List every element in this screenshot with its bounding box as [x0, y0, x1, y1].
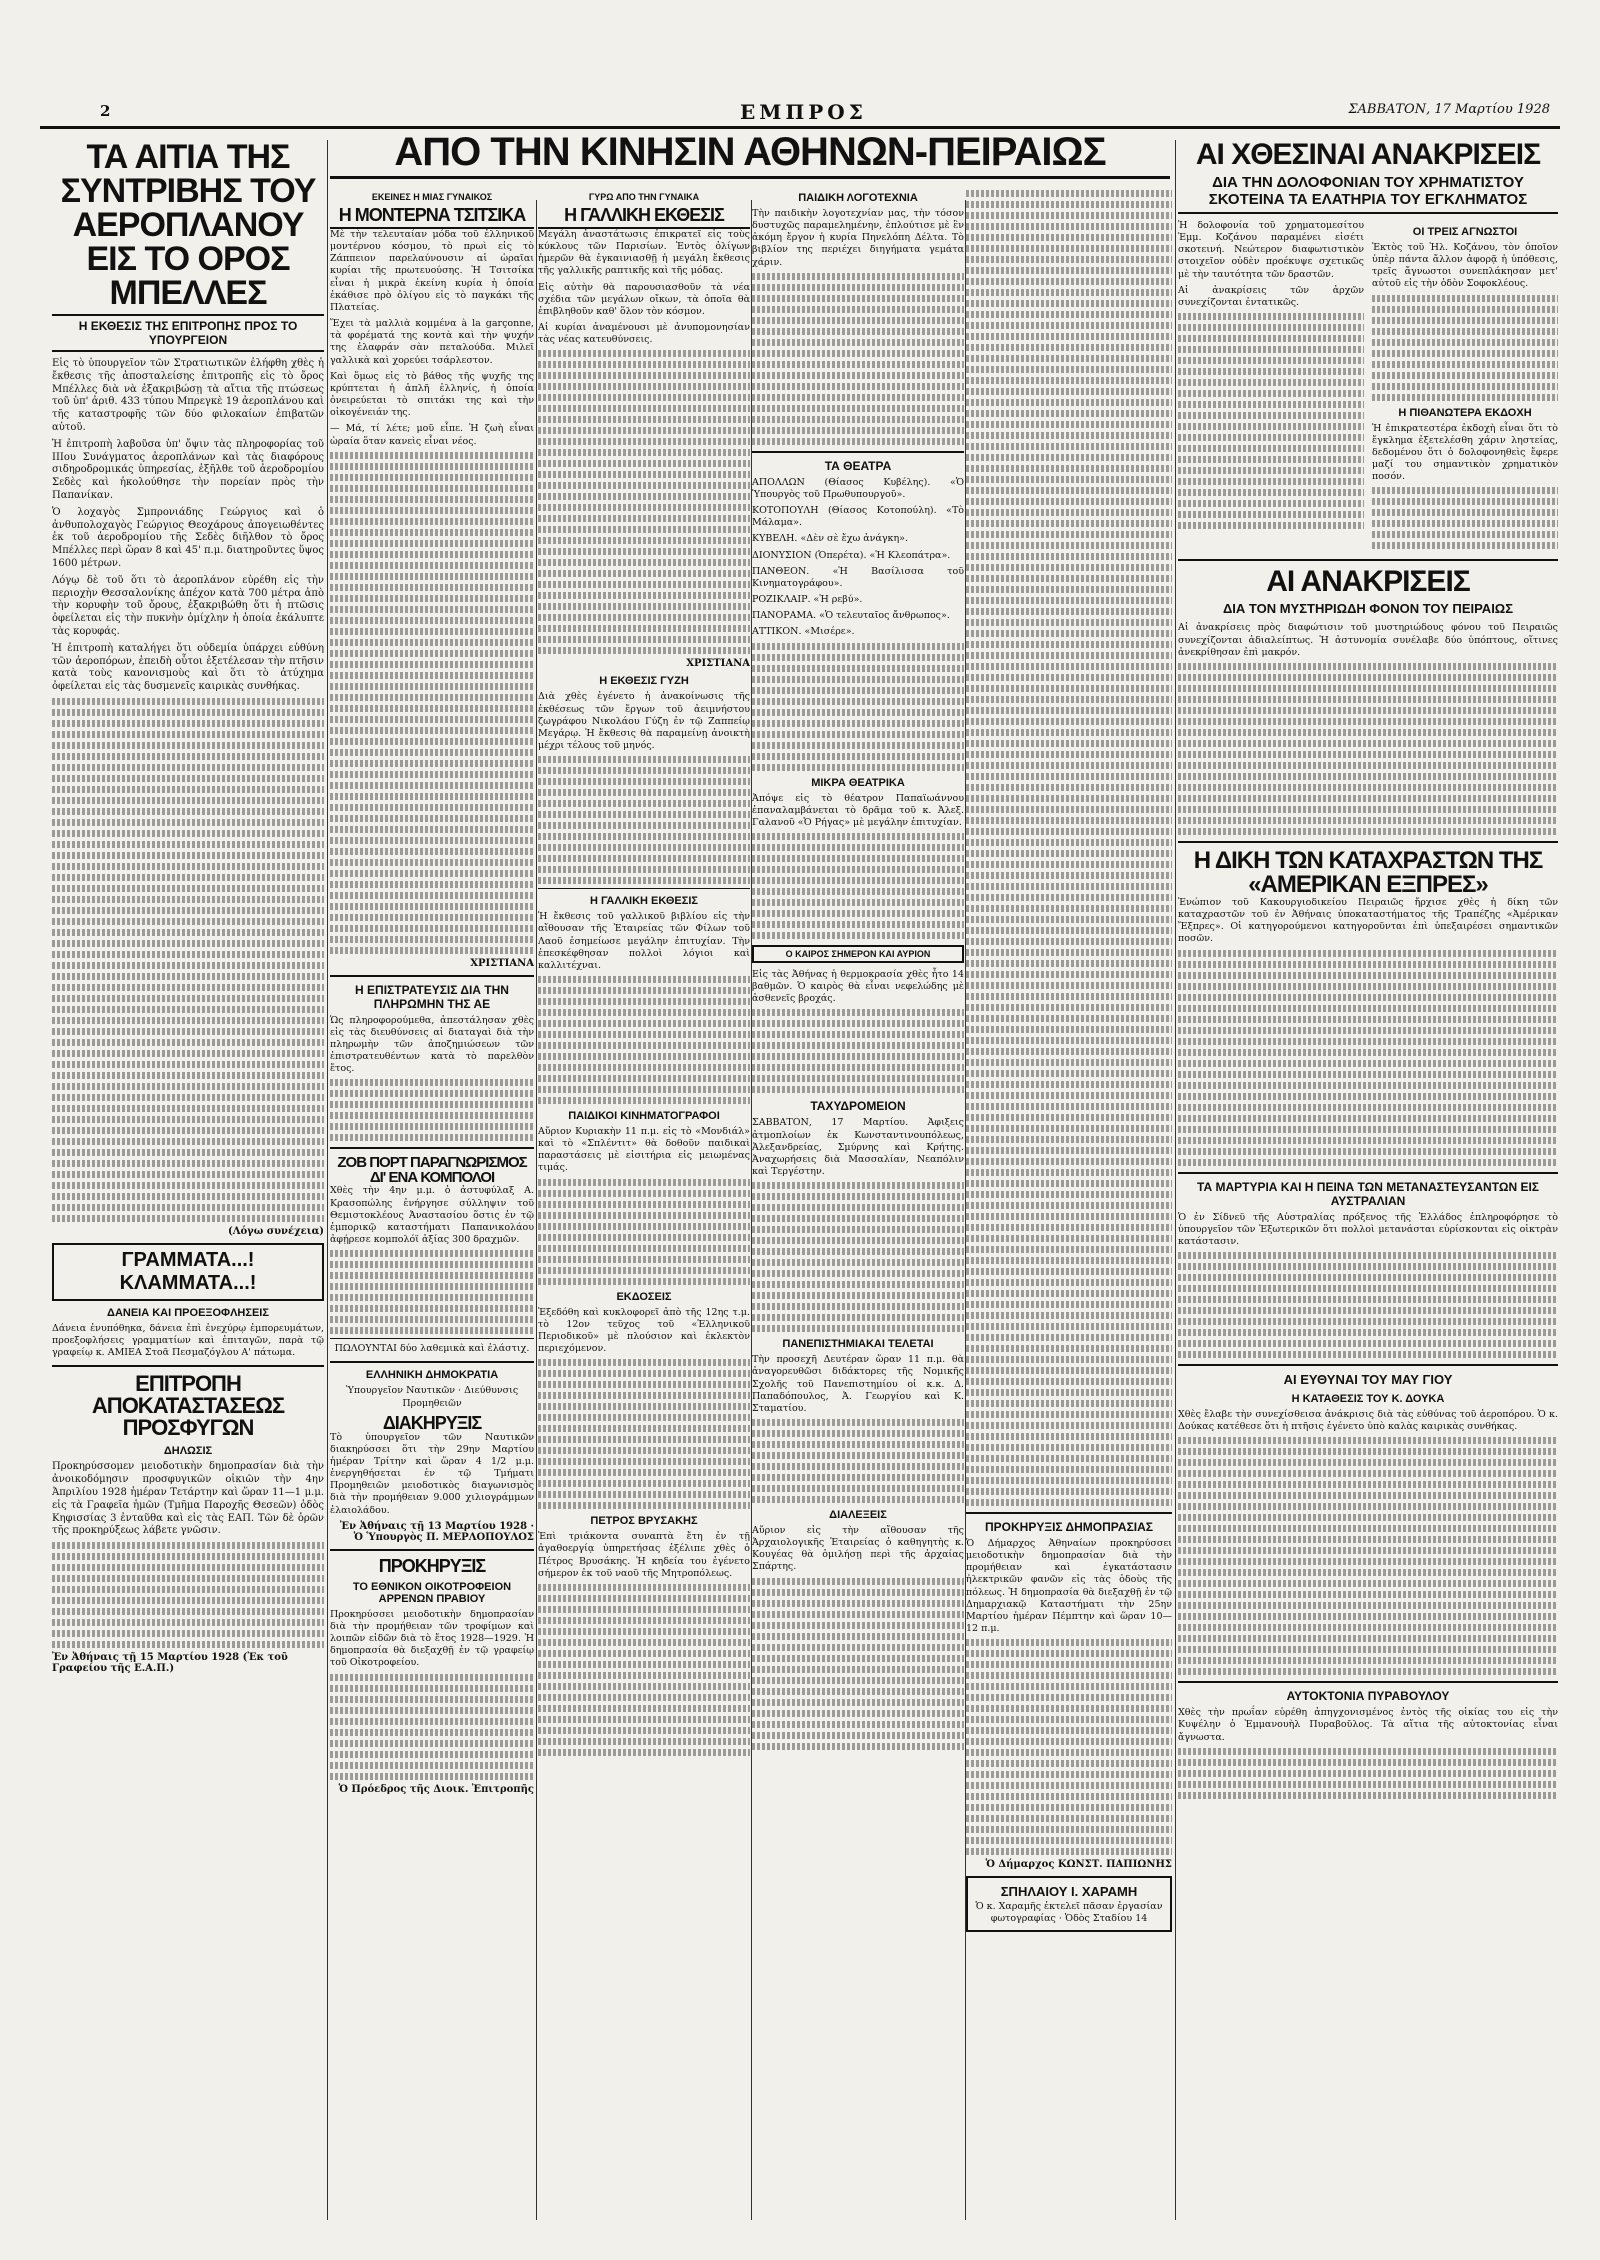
article-paragraph: Ἡ ἐπιτροπὴ λαβοῦσα ὑπ' ὄψιν τὰς πληροφορίας τοῦ ΙΙΙου Συνάγματος ἀεροπλάνων καὶ τὰς διαφόρους σιδηροδρομικάς ὑπηρεσίας, ἐξῆλθε τοῦ ἀεροδρομίου Σεδὲς καὶ ἠκολούθησε τὴν πορείαν πρὸς τὴν Παπανίκαν.	[52, 438, 324, 501]
text-block	[330, 1079, 534, 1141]
article-paragraph: Διὰ χθὲς ἐγένετο ἡ ἀνακοίνωσις τῆς ἐκθέσεως τῶν ἔργων τοῦ ἀειμνήστου ζωγράφου Νικολάου Γύζη ἐν τῷ Ζαππείῳ Μεγάρῳ. Ἡ ἔκθεσις θὰ παραμείνῃ ἀνοικτὴ μέχρι τέλους τοῦ μηνός.	[538, 691, 750, 752]
section-head: ΜΙΚΡΑ ΘΕΑΤΡΙΚΑ	[811, 776, 905, 789]
notice-sub: Ὑπουργεῖον Ναυτικῶν · Διεύθυνσις Προμηθειῶν	[345, 1385, 519, 1409]
text-block	[966, 1639, 1172, 1855]
column-4	[752, 186, 964, 2220]
text-block	[1372, 487, 1558, 549]
article-paragraph: Αὔριον Κυριακὴν 11 π.μ. εἰς τὸ «Μονδιάλ» καὶ τὸ «Σπλέντιτ» θὰ δοθοῦν παιδικαὶ παραστάσεις μὲ εἰσιτήρια εἰς μειωμένας τιμάς.	[538, 1125, 750, 1174]
article-paragraph: Τὴν παιδικὴν λογοτεχνίαν μας, τὴν τόσον δυστυχῶς παραμελημένην, ἐπλούτισε μὲ ἓν ἀκόμη ἔργον ἡ κυρία Πηνελόπη Δέλτα. Τὸ βιβλίον της περιέχει διηγήματα γεμάτα χάριν.	[752, 208, 964, 268]
text-block	[538, 350, 750, 654]
article-paragraph: — Μά, τί λέτε; μοῦ εἶπε. Ἡ ζωὴ εἶναι ὡραία ὅταν κανεὶς εἶναι νέος.	[330, 423, 534, 447]
section-head: ΠΑΝΕΠΙΣΤΗΜΙΑΚΑΙ ΤΕΛΕΤΑΙ	[782, 1338, 934, 1351]
notice-signature: Ἐν Ἀθήναις τῇ 13 Μαρτίου 1928 · Ὁ Ὑπουργὸς Π. ΜΕΡΛΟΠΟΥΛΟΣ	[339, 1520, 534, 1543]
notice-body: Τὸ ὑπουργεῖον τῶν Ναυτικῶν διακηρύσσει ὅτι τὴν 29ην Μαρτίου ἡμέραν Τρίτην καὶ ὥραν 4 1/2 μ.μ. ἐνεργηθήσεται ἐν τῷ Τμήματι Προμηθειῶν μειοδοτικὸς διαγωνισμὸς διὰ τὴν προμήθειαν 9.000 χιλιογράμμων ἐλαιολάδου.	[330, 1431, 534, 1516]
text-block	[52, 1542, 324, 1648]
article-headline: ΑΙ ΧΘΕΣΙΝΑΙ ΑΝΑΚΡΙΣΕΙΣ	[1195, 140, 1541, 171]
article-paragraph: Χθὲς ἔλαβε τὴν συνεχίσθεισα ἀνάκρισις διὰ τὰς εὐθύνας τοῦ ἀεροπόρου. Ὁ κ. Δούκας κατέθεσε ὅτι ἡ πτῆσις ἐγένετο ὑπὸ καλὰς καιρικὰς συνθήκας.	[1178, 1408, 1558, 1433]
kicker: ΕΚΕΙΝΕΣ Η ΜΙΑΣ ΓΥΝΑΙΚΟΣ	[371, 192, 493, 202]
column-1	[52, 140, 324, 2220]
column-6	[1178, 140, 1558, 2220]
article-paragraph: Μὲ τὴν τελευταίαν μόδα τοῦ ἐλληνικοῦ μοντέρνου κόσμου, τὸ πρωὶ εἰς τὸ Ζάππειον παρελαύνουσιν αἱ ὡραῖαι κυρίαι τῆς πρωτευούσης. Ἡ Τσιτσίκα εἶναι ἡ μικρὰ ἐκείνη κυρία ἡ ὁποία ἐκάθισε πρὸ ὀλίγου εἰς τὸ παγκάκι τῆς Πλατείας.	[330, 229, 534, 313]
article-subhead: ΔΙΑ ΤΗΝ ΔΟΛΟΦΟΝΙΑΝ ΤΟΥ ΧΡΗΜΑΤΙΣΤΟΥ ΣΚΟΤΕΙΝΑ ΤΑ ΕΛΑΤΗΡΙΑ ΤΟΥ ΕΓΚΛΗΜΑΤΟΣ	[1178, 174, 1558, 214]
article-paragraph: Μεγάλη ἀναστάτωσις ἐπικρατεῖ εἰς τοὺς κύκλους τῶν Παρισίων. Ἐντὸς ὀλίγων ἡμερῶν θὰ ἐγκαινιασθῇ ἡ μεγάλη ἔκθεσις τῆς γαλλικῆς ραπτικῆς καὶ τῆς μόδας.	[538, 229, 750, 277]
section-head: ΠΡΟΚΗΡΥΞΙΣ ΔΗΜΟΠΡΑΣΙΑΣ	[985, 1520, 1153, 1534]
text-block	[330, 452, 534, 954]
ad-title: ΣΠΗΛΑΙΟΥ Ι. ΧΑΡΑΜΗ	[1000, 1884, 1138, 1900]
text-block	[752, 1182, 964, 1332]
article-paragraph: Εἰς αὐτὴν θὰ παρουσιασθοῦν τὰ νέα σχέδια τῶν μεγάλων οἴκων, τὰ ὁποῖα θὰ ἐπιβληθοῦν καθ' ὅλον τὸν κόσμον.	[538, 281, 750, 317]
text-block	[1178, 950, 1558, 1166]
section-head: ΤΑ ΘΕΑΤΡΑ	[824, 458, 892, 473]
notice-head: ΔΙΑΚΗΡΥΞΙΣ	[382, 1412, 482, 1433]
notice-head: ΠΡΟΚΗΡΥΞΙΣ	[378, 1555, 486, 1576]
text-block	[752, 833, 964, 939]
section-head: ΑΙ ΕΥΘΥΝΑΙ ΤΟΥ ΜΑΥ ΓΙΟΥ	[1283, 1371, 1453, 1387]
section-head: ΤΑ ΜΑΡΤΥΡΙΑ ΚΑΙ Η ΠΕΙΝΑ ΤΩΝ ΜΕΤΑΝΑΣΤΕΥΣΑΝΤΩΝ ΕΙΣ ΑΥΣΤΡΑΛΙΑΝ	[1197, 1179, 1539, 1208]
article-paragraph: Ἡ δολοφονία τοῦ χρηματομεσίτου Ἐμμ. Κοζάνου παραμένει εἰσέτι σκοτεινή. Νεώτερον διαφωτιστικὸν στοιχεῖον οὐδὲν προέκυψε σχετικῶς μὲ τὴν ταυτότητα τῶν δραστῶν.	[1178, 220, 1364, 280]
article-paragraph: Καὶ ὅμως εἰς τὸ βάθος τῆς ψυχῆς της κρύπτεται ἡ ἁπλῆ ἑλληνίς, ἡ ὁποία ὀνειρεύεται τὸ σπιτάκι της καὶ τὴν οἰκογένειάν της.	[330, 370, 534, 419]
article-paragraph: Εἰς τὰς Ἀθήνας ἡ θερμοκρασία χθὲς ἦτο 14 βαθμῶν. Ὁ καιρὸς θὰ εἶναι νεφελώδης μὲ ἀσθενεῖς βροχάς.	[752, 968, 964, 1005]
text-block	[538, 976, 750, 1104]
listing: ΠΑΝΘΕΟΝ. «Ἡ Βασίλισσα τοῦ Κινηματογράφου».	[752, 565, 964, 589]
section-head: ΤΑΧΥΔΡΟΜΕΙΟΝ	[810, 1099, 906, 1114]
masthead	[40, 100, 1560, 129]
section-head: ΠΕΤΡΟΣ ΒΡΥΣΑΚΗΣ	[590, 1515, 698, 1528]
text-block	[538, 1584, 750, 1756]
article-paragraph: Αἱ κυρίαι ἀναμένουσι μὲ ἀνυπομονησίαν τὰς νέας κατευθύνσεις.	[538, 322, 750, 346]
listing: ΑΠΟΛΛΩΝ (Θίασος Κυβέλης). «Ὁ Ὑπουργὸς τοῦ Πρωθυπουργοῦ».	[752, 476, 964, 500]
section-head: ΔΑΝΕΙΑ ΚΑΙ ΠΡΟΕΞΟΦΛΗΣΕΙΣ	[107, 1306, 269, 1319]
text-block	[538, 1359, 750, 1509]
article-paragraph: Ἐκτὸς τοῦ Ἡλ. Κοζάνου, τὸν ὁποῖον ὑπὲρ πάντα ἄλλον ἀφορᾷ ἡ ὑπόθεσις, τρεῖς ἄγνωστοι συνεπλάκησαν μετ' αὐτοῦ εἰς τὴν ὁδὸν Σοφοκλέους.	[1372, 242, 1558, 290]
advertisement	[966, 1876, 1172, 1931]
column-2	[330, 186, 534, 2220]
column-rule	[1175, 140, 1176, 2220]
ad-text: Δάνεια ἐνυπόθηκα, δάνεια ἐπὶ ἐνεχύρῳ ἐμπορευμάτων, προεξοφλήσεις γραμματίων καὶ ἐπιταγῶν, παρὰ τῷ γραφείῳ κ. ΑΜΙΕΑ Στοᾶ Πεσμαζόγλου Α' πάτωμα.	[52, 1322, 324, 1359]
listing: ΡΟΖΙΚΛΑΙΡ. «Ἡ ρεβύ».	[752, 594, 863, 606]
text-block	[1178, 1437, 1558, 1675]
column-rule	[536, 200, 537, 2220]
kicker: ΓΥΡΩ ΑΠΟ ΤΗΝ ΓΥΝΑΙΚΑ	[588, 192, 700, 202]
article-subhead: ΔΙΑ ΤΟΝ ΜΥΣΤΗΡΙΩΔΗ ΦΟΝΟΝ ΤΟΥ ΠΕΙΡΑΙΩΣ	[1222, 601, 1514, 617]
article-paragraph: Εἰς τὸ ὑπουργεῖον τῶν Στρατιωτικῶν ἐλήφθη χθὲς ἡ ἔκθεσις τῆς ἀποσταλείσης ἐπιτροπῆς εἰς τὸ ὄρος Μπέλλες διὰ νὰ ἐξακριβώσῃ τὰ αἴτια τῆς πτώσεως τοῦ ὑπ' ἀριθ. 433 τύπου Μπρεγκὲ 19 ἀεροπλάνου καὶ τῆς καταστροφῆς τῶν δύο φιλοκαίων ἐπιβατῶν αὐτοῦ.	[52, 358, 324, 433]
section-subhead: Η ΚΑΤΑΘΕΣΙΣ ΤΟΥ Κ. ΔΟΥΚΑ	[1291, 1392, 1445, 1405]
article-paragraph: Λόγῳ δὲ τοῦ ὅτι τὸ ἀεροπλάνον εὑρέθη εἰς τὴν περιοχὴν Θεσσαλονίκης ἀπέχον κατὰ 700 μέτρα ἀπὸ τὴν κορυφὴν τοῦ ὄρους, ἐξακριβώθη ὅτι ἡ πτῶσις ὀφείλεται εἰς τὴν πυκνὴν ὁμίχλην ἡ ὁποία ἐκάλυπτε τὰς κορυφάς.	[52, 574, 324, 637]
section-head: Ο ΚΑΙΡΟΣ ΣΗΜΕΡΟΝ ΚΑΙ ΑΥΡΙΟΝ	[785, 948, 931, 959]
column-3	[538, 186, 750, 2220]
article-headline: Η ΜΟΝΤΕΡΝΑ ΤΣΙΤΣΙΚΑ	[330, 206, 534, 229]
spread-headline: ΑΠΟ ΤΗΝ ΚΙΝΗΣΙΝ ΑΘΗΝΩΝ-ΠΕΙΡΑΙΩΣ	[330, 132, 1170, 179]
section-head: Η ΠΙΘΑΝΩΤΕΡΑ ΕΚΔΟΧΗ	[1398, 406, 1532, 419]
notice-signature: Ὁ Δήμαρχος ΚΩΝΣΤ. ΠΑΠΙΩΝΗΣ	[985, 1859, 1172, 1871]
article-paragraph: Χθὲς τὴν 4ην μ.μ. ὁ ἀστυφύλαξ Α. Κρασοπώλης ἐνήργησε σύλληψιν τοῦ Θεμιστοκλέους Ἀναστασίου ὅστις ἐν τῷ ἐμπορικῷ καταστήματι Παπανικολάου ἀφῄρεσε κομπολόϊ ἀξίας 300 δραχμῶν.	[330, 1185, 534, 1246]
column-rule	[327, 140, 328, 2220]
article-paragraph: Ἡ ἔκθεσις τοῦ γαλλικοῦ βιβλίου εἰς τὴν αἴθουσαν τῆς Ἑταιρείας τῶν Φίλων τοῦ Λαοῦ ἐσημείωσε μεγάλην ἐπιτυχίαν. Τὴν ἐπεσκέφθησαν πολλοὶ λόγιοι καὶ καλλιτέχναι.	[538, 911, 750, 971]
paper-title: ΕΜΠΡΟΣ	[740, 100, 867, 124]
text-block	[752, 643, 964, 771]
notice-body: Προκηρύσσει μειοδοτικὴν δημοπρασίαν διὰ τὴν προμήθειαν τῶν τροφίμων καὶ λοιπῶν εἰδῶν διὰ τὸ ἔτος 1928—1929. Ἡ δημοπρασία θὰ διεξαχθῇ ἐν τῷ γραφείῳ τοῦ Οἰκοτροφείου.	[330, 1608, 534, 1669]
article-paragraph: Αἱ ἀνακρίσεις πρὸς διαφώτισιν τοῦ μυστηριώδους φόνου τοῦ Πειραιῶς συνεχίζονται ἀδιαλείπτως. Ἡ ἀστυνομία συνέλαβε δύο ὑπόπτους, οἵτινες ἀνεκρίθησαν ἐπὶ μακρόν.	[1178, 622, 1558, 658]
notice-title: ΕΛΛΗΝΙΚΗ ΔΗΜΟΚΡΑΤΙΑ	[365, 1369, 499, 1382]
article-paragraph: Ἐπὶ τριάκοντα συναπτὰ ἔτη ἐν τῇ ἀγαθοεργίᾳ ὑπηρετήσας ἐξέλιπε χθὲς ὁ Πέτρος Βρυσάκης. Ἡ κηδεία του ἐγένετο σήμερον ἐκ τοῦ ναοῦ τῆς Μητροπόλεως.	[538, 1531, 750, 1579]
byline: ΧΡΙΣΤΙΑΝΑ	[686, 658, 750, 670]
page-number: 2	[100, 102, 111, 120]
article-paragraph: Ἀπόψε εἰς τὸ θέατρον Παπαϊωάννου ἐπαναλαμβάνεται τὸ δρᾶμα τοῦ κ. Ἀλεξ. Γαλανοῦ «Ὁ Ρήγας» μὲ μεγάλην ἐπιτυχίαν.	[752, 792, 964, 828]
article-paragraph: Ὡς πληροφορούμεθα, ἀπεστάλησαν χθὲς εἰς τὰς διευθύνσεις αἱ διαταγαὶ διὰ τὴν πληρωμὴν τῶν ἀποζημιώσεων τῶν ἐπιστρατευθέντων κατὰ τὸ παρελθὸν ἔτος.	[330, 1014, 534, 1075]
section-head: ΠΑΙΔΙΚΟΙ ΚΙΝΗΜΑΤΟΓΡΑΦΟΙ	[568, 1109, 720, 1122]
two-col-block	[1178, 220, 1558, 553]
text-block	[538, 756, 750, 884]
box-grammata: ΓΡΑΜΜΑΤΑ...! ΚΛΑΜΜΑΤΑ...!	[52, 1243, 324, 1301]
classified: ΠΩΛΟΥΝΤΑΙ δύο λαθεμικὰ καὶ ἐλάστιχ.	[334, 1343, 530, 1355]
listing: ΚΥΒΕΛΗ. «Δὲν σὲ ἔχω ἀνάγκη».	[752, 533, 909, 545]
section-head: ΟΙ ΤΡΕΙΣ ΑΓΝΩΣΤΟΙ	[1412, 226, 1518, 238]
text-block	[752, 273, 964, 445]
section-head: Η ΓΑΛΛΙΚΗ ΕΚΘΕΣΙΣ	[590, 895, 698, 908]
notice-signature: Ὁ Πρόεδρος τῆς Διοικ. Ἐπιτροπῆς	[338, 1783, 534, 1795]
listing: ΚΟΤΟΠΟΥΛΗ (Θίασος Κοτοπούλη). «Τὸ Μάλαμα».	[752, 505, 964, 529]
notice-body: Προκηρύσσομεν μειοδοτικὴν δημοπρασίαν διὰ τὴν ἀνοικοδόμησιν προσφυγικῶν οἰκιῶν τὴν 4ην Ἀπριλίου 1928 ἡμέραν Τετάρτην καὶ ὥραν 11—1 μ.μ. εἰς τὰ Γραφεῖα ἡμῶν (Τμῆμα Παροχῆς Θεσεῶν) ὁδὸς Κηφισσίας 3 ἐνταῦθα καὶ εἰς τὰς ΕΑΠ. Τῶν δὲ ὁρῶν τῆς προκηρύξεως λάβετε γνῶσιν.	[52, 1461, 324, 1537]
section-head: ΖΟΒ ΠΟΡΤ ΠΑΡΑΓΝΩΡΙΣΜΟΣ ΔΙ' ΕΝΑ ΚΟΜΠΟΛΟΙ	[337, 1154, 527, 1187]
article-paragraph: Ὁ λοχαγὸς Σμπρονιάδης Γεώργιος καὶ ὁ ἀνθυπολοχαγὸς Γεώργιος Θεοχάρους ἀπογειωθέντες ἐκ τοῦ ἀεροδρομίου τῆς Σεδὲς διῆλθον τὸ ὄρος Μπέλλες περὶ ὥραν 8 καὶ 45' π.μ. διατηροῦντες ὕψος 1600 μέτρων.	[52, 506, 324, 569]
article-paragraph: Ἔχει τὰ μαλλιὰ κομμένα à la garçonne, τὰ φορέματά της κοντὰ καὶ τὴν ψυχήν της ἐλαφράν σὰν πεταλούδα. Μιλεῖ γαλλικὰ καὶ χορεύει τσάρλεστον.	[330, 318, 534, 366]
article-paragraph: Ἐνώπιον τοῦ Κακουργιοδικείου Πειραιῶς ἤρχισε χθὲς ἡ δίκη τῶν καταχραστῶν τοῦ ἐν Ἀθήναις ὑποκαταστήματος τῆς Τραπέζης «Ἀμέρικαν Ἔξπρες». Οἱ κατηγορούμενοι κατηγοροῦνται ἐπὶ ὑπεξαιρέσει σημαντικῶν ποσῶν.	[1178, 896, 1558, 945]
article-paragraph: Ἡ ἐπιτροπὴ καταλήγει ὅτι οὐδεμία ὑπάρχει εὐθύνη τῶν ἀεροπόρων, ἐπειδὴ οὗτοι ἐξετέλεσαν τὴν πτῆσιν κατὰ τοὺς κανονισμοὺς καὶ ὅτι τὸ ἀτύχημα ὀφείλεται εἰς τὰς δυσμενεῖς καιρικὰς συνθήκας.	[52, 642, 324, 693]
text-block	[966, 190, 1172, 1506]
section-head: ΔΙΑΛΕΞΕΙΣ	[829, 1509, 887, 1521]
section-head: Η ΕΠΙΣΤΡΑΤΕΥΣΙΣ ΔΙΑ ΤΗΝ ΠΛΗΡΩΜΗΝ ΤΗΣ ΑΕ	[355, 982, 509, 1011]
article-paragraph: Ἡ ἐπικρατεστέρα ἐκδοχὴ εἶναι ὅτι τὸ ἔγκλημα ἐξετελέσθη χάριν ληστείας, δεδομένου ὅτι ὁ δολοφονηθεὶς ἔφερε μαζί του σημαντικὸν χρηματικὸν ποσόν.	[1372, 422, 1558, 483]
continued-note: (Λόγω συνέχεια)	[227, 1225, 324, 1237]
section-head: ΕΚΔΟΣΕΙΣ	[616, 1290, 672, 1303]
text-block	[752, 1578, 964, 1750]
section-head: Η ΕΚΘΕΣΙΣ ΓΥΖΗ	[599, 675, 689, 688]
notice-sub: ΤΟ ΕΘΝΙΚΟΝ ΟΙΚΟΤΡΟΦΕΙΟΝ ΑΡΡΕΝΩΝ ΠΡΑΒΙΟΥ	[352, 1580, 512, 1605]
article-headline: Η ΔΙΚΗ ΤΩΝ ΚΑΤΑΧΡΑΣΤΩΝ ΤΗΣ «ΑΜΕΡΙΚΑΝ ΕΞΠΡΕΣ»	[1193, 846, 1543, 898]
notice-title: ΕΠΙΤΡΟΠΗ ΑΠΟΚΑΤΑΣΤΑΣΕΩΣ ΠΡΟΣΦΥΓΩΝ	[91, 1371, 285, 1441]
article-paragraph: Χθὲς τὴν πρωΐαν εὑρέθη ἀπηγχονισμένος ἐντὸς τῆς οἰκίας του εἰς τὴν Κυψέλην ὁ Ἐμμανουὴλ Πυραβοῦλος. Τὰ αἴτια τῆς αὐτοκτονίας εἶναι ἄγνωστα.	[1178, 1707, 1558, 1743]
subcolumn	[1372, 220, 1558, 553]
article-paragraph: Τὴν προσεχῆ Δευτέραν ὥραν 11 π.μ. θὰ ἀναγορευθῶσι διδάκτορες τῆς Νομικῆς Σχολῆς τοῦ Πανεπιστημίου οἱ κ.κ. Δ. Παπαδόπουλος, Ἀ. Γεωργίου καὶ Κ. Σταματίου.	[752, 1354, 964, 1414]
notice-signature: Ἐν Ἀθήναις τῇ 15 Μαρτίου 1928 (Ἐκ τοῦ Γραφείου τῆς Ε.Α.Π.)	[52, 1652, 288, 1675]
article-paragraph: Αὔριον εἰς τὴν αἴθουσαν τῆς Ἀρχαιολογικῆς Ἑταιρείας ὁ καθηγητὴς κ. Κουγέας θὰ ὁμιλήσῃ περὶ τῆς ἀρχαίας Σπάρτης.	[752, 1525, 964, 1573]
notice-sub: ΔΗΛΩΣΙΣ	[163, 1445, 213, 1458]
listing: ΑΤΤΙΚΟΝ. «Μισέρε».	[752, 626, 855, 638]
spread-header	[330, 132, 1170, 179]
text-block	[752, 1009, 964, 1093]
article-paragraph: Ἐξεδόθη καὶ κυκλοφορεῖ ἀπὸ τῆς 12ης τ.μ. τὸ 12ον τεῦχος τοῦ «Ἑλληνικοῦ Περιοδικοῦ» μὲ πλούσιον καὶ ἐκλεκτὸν περιεχόμενον.	[538, 1306, 750, 1355]
text-block	[1178, 1748, 1558, 1799]
article-paragraph: Αἱ ἀνακρίσεις τῶν ἀρχῶν συνεχίζονται ἐντατικῶς.	[1178, 284, 1364, 308]
ad-text: Ὁ κ. Χαραμῆς ἐκτελεῖ πᾶσαν ἐργασίαν φωτογραφίας · Ὁδὸς Σταδίου 14	[975, 1901, 1163, 1925]
text-block	[752, 1419, 964, 1503]
article-paragraph: Ὁ ἐν Σίδνεϋ τῆς Αὐστραλίας πρόξενος τῆς Ἑλλάδος ἐπληροφόρησε τὸ ὑπουργεῖον τῶν Ἐξωτερικῶν ὅτι πολλοὶ μετανάσται εὑρίσκονται εἰς οἰκτρὰν κατάστασιν.	[1178, 1211, 1558, 1247]
text-block	[1178, 313, 1364, 529]
text-block	[52, 698, 324, 1222]
subcolumn	[1178, 220, 1364, 553]
byline: ΧΡΙΣΤΙΑΝΑ	[470, 957, 534, 969]
text-block	[1178, 1252, 1558, 1358]
section-head: ΠΑΙΔΙΚΗ ΛΟΓΟΤΕΧΝΙΑ	[798, 192, 918, 204]
notice-body: Ὁ Δήμαρχος Ἀθηναίων προκηρύσσει μειοδοτικὴν δημοπρασίαν διὰ τὴν προμήθειαν καὶ ἐγκατάστασιν ἠλεκτρικῶν φανῶν εἰς τὰς ὁδοὺς τῆς πόλεως. Ἡ δημοπρασία θὰ διεξαχθῇ ἐν τῷ Δημαρχιακῷ Καταστήματι τὴν 25ην Μαρτίου ἡμέραν Πέμπτην καὶ ὥραν 10—12 π.μ.	[966, 1538, 1172, 1635]
text-block	[1372, 295, 1558, 401]
article-subhead: Η ΕΚΘΕΣΙΣ ΤΗΣ ΕΠΙΤΡΟΠΗΣ ΠΡΟΣ ΤΟ ΥΠΟΥΡΓΕΙΟΝ	[52, 314, 324, 352]
listing: ΔΙΟΝΥΣΙΟΝ (Ὁπερέτα). «Ἡ Κλεοπάτρα».	[752, 549, 951, 561]
article-headline: Η ΓΑΛΛΙΚΗ ΕΚΘΕΣΙΣ	[538, 206, 750, 229]
article-headline: ΑΙ ΑΝΑΚΡΙΣΕΙΣ	[1266, 565, 1470, 599]
article-paragraph: ΣΑΒΒΑΤΟΝ, 17 Μαρτίου. Ἀφιξεις ἀτμοπλοίων ἐκ Κωνσταντινουπόλεως, Ἀλεξανδρείας, Σμύρνης καὶ Κρήτης. Ἀναχωρήσεις διὰ Μασσαλίαν, Νεαπόλιν καὶ Τεργέστην.	[752, 1117, 964, 1178]
weather-box	[752, 945, 964, 963]
issue-date: ΣΑΒΒΑΤΟΝ, 17 Μαρτίου 1928	[1348, 102, 1550, 117]
listing: ΠΑΝΟΡΑΜΑ. «Ὁ τελευταῖος ἄνθρωπος».	[752, 610, 950, 622]
text-block	[1178, 663, 1558, 835]
text-block	[538, 1179, 750, 1285]
text-block	[330, 1674, 534, 1780]
article-headline: ΤΑ ΑΙΤΙΑ ΤΗΣ ΣΥΝΤΡΙΒΗΣ ΤΟΥ ΑΕΡΟΠΛΑΝΟΥ ΕΙΣ ΤΟ ΟΡΟΣ ΜΠΕΛΛΕΣ	[60, 140, 316, 312]
column-5	[966, 186, 1172, 2220]
text-block	[330, 1250, 534, 1334]
section-head: ΑΥΤΟΚΤΟΝΙΑ ΠΥΡΑΒΟΥΛΟΥ	[1286, 1689, 1450, 1704]
